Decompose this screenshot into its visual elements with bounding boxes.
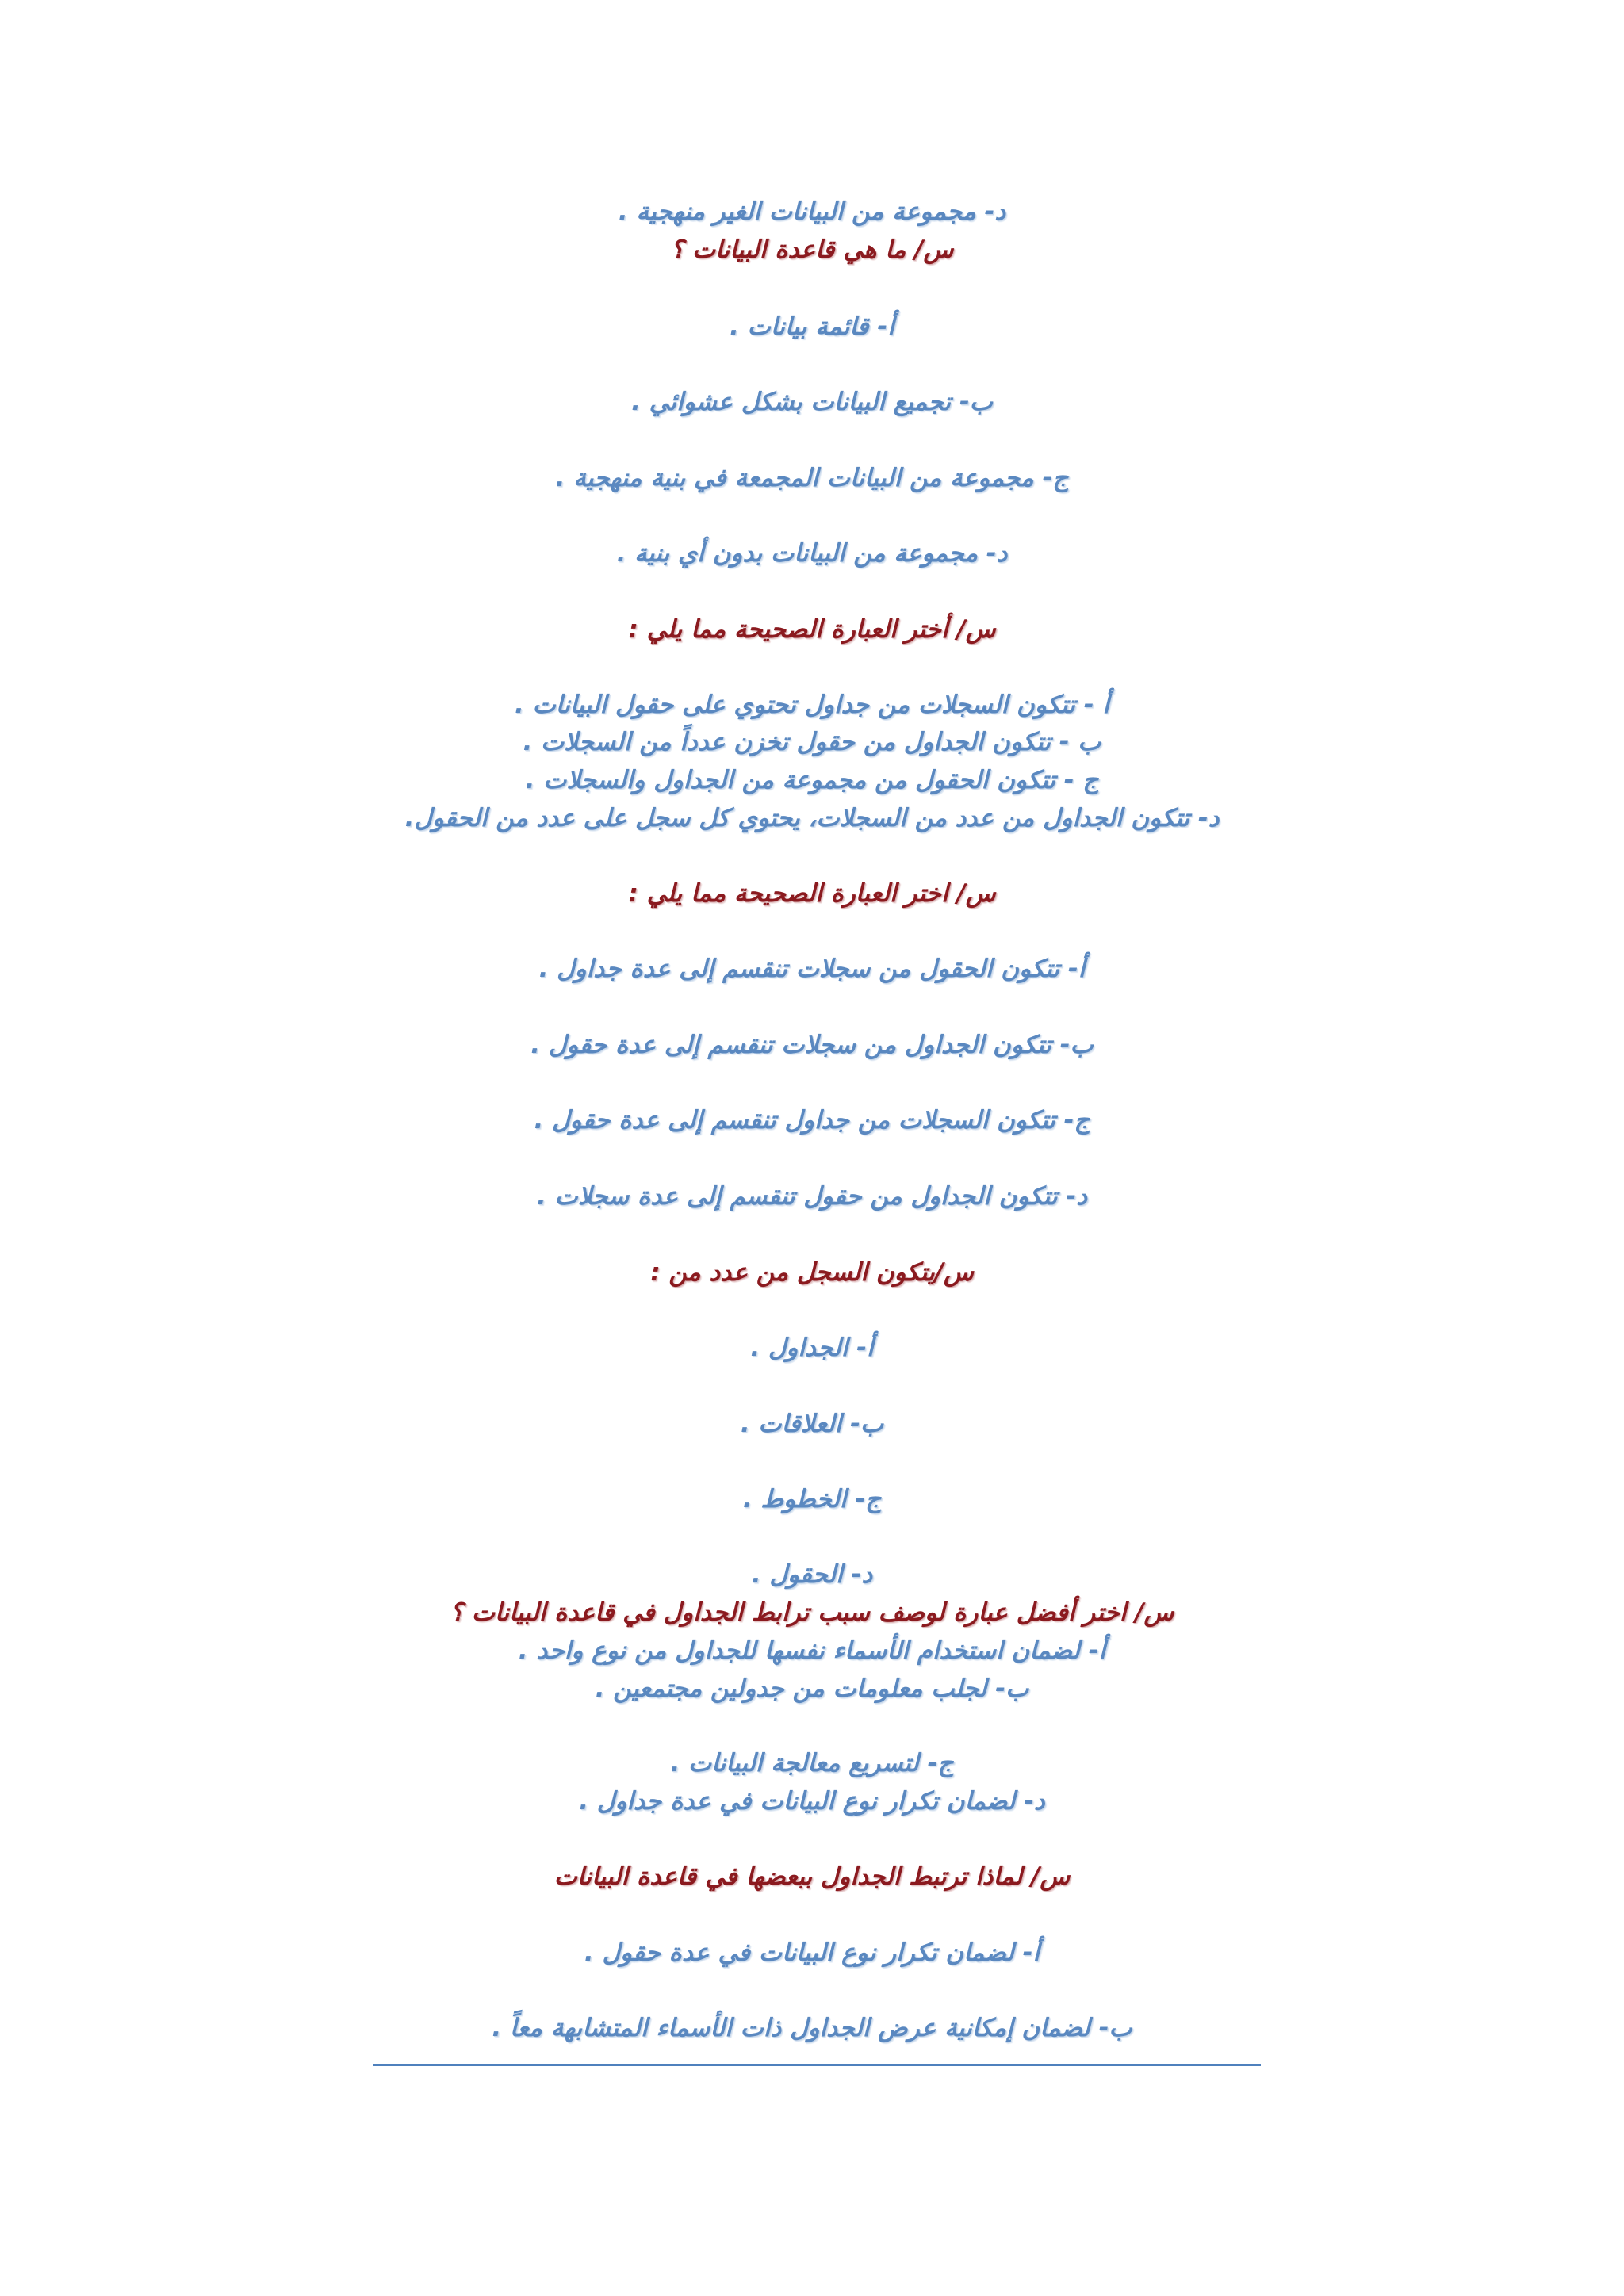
option-d-q0: د- مجموعة من البيانات الغير منهجية . xyxy=(618,197,1006,226)
option-b-q1: ب- تجميع البيانات بشكل عشوائي . xyxy=(631,388,993,416)
option-b-q6: ب- لضمان إمكانية عرض الجداول ذات الأسماء المتشابهة معاً . xyxy=(492,2014,1132,2042)
option-a-q3: أ- تتكون الحقول من سجلات تنقسم إلى عدة جداول . xyxy=(538,955,1086,983)
option-c-q3: ج- تتكون السجلات من جداول تنقسم إلى عدة حقول . xyxy=(534,1106,1090,1135)
option-b-q5: ب- لجلب معلومات من جدولين مجتمعين . xyxy=(595,1674,1029,1703)
option-a-q4: أ- الجداول . xyxy=(750,1334,874,1362)
option-d-q3: د- تتكون الجداول من حقول تنقسم إلى عدة سجلات . xyxy=(536,1182,1088,1211)
question-4: س/يتكون السجل من عدد من : xyxy=(650,1258,974,1287)
question-2: س/ أختر العبارة الصحيحة مما يلي : xyxy=(628,615,996,644)
option-a-q2: أ - تتكون السجلات من جداول تحتوي على حقول البيانات . xyxy=(515,691,1109,719)
option-d-q5: د- لضمان تكرار نوع البيانات في عدة جداول . xyxy=(579,1787,1045,1816)
option-d-q1: د- مجموعة من البيانات بدون أي بنية . xyxy=(616,539,1008,568)
option-d-q2: د- تتكون الجداول من عدد من السجلات، يحتوي كل سجل على عدد من الحقول. xyxy=(404,804,1220,832)
option-a-q1: أ- قائمة بيانات . xyxy=(730,312,894,341)
option-c-q1: ج- مجموعة من البيانات المجمعة في بنية منهجية . xyxy=(555,464,1069,492)
option-a-q6: أ- لضمان تكرار نوع البيانات في عدة حقول . xyxy=(584,1938,1040,1967)
option-c-q5: ج- لتسريع معالجة البيانات . xyxy=(670,1749,954,1777)
option-a-q5: أ- لضمان استخدام الأسماء نفسها للجداول من نوع واحد . xyxy=(518,1636,1106,1665)
option-c-q2: ج - تتكون الحقول من مجموعة من الجداول والسجلات . xyxy=(525,766,1099,794)
question-5: س/ اختر أفضل عبارة لوصف سبب ترابط الجداول في قاعدة البيانات ؟ xyxy=(450,1598,1174,1627)
option-b-q2: ب - تتكون الجداول من حقول تخزن عدداً من السجلات . xyxy=(523,728,1101,756)
horizontal-rule xyxy=(373,2064,1261,2066)
option-b-q4: ب- العلاقات . xyxy=(740,1410,884,1438)
option-c-q4: ج- الخطوط . xyxy=(742,1485,882,1513)
option-d-q4: د- الحقول . xyxy=(751,1560,873,1589)
question-1: س/ ما هي قاعدة البيانات ؟ xyxy=(670,235,954,264)
question-6: س/ لماذا ترتبط الجداول ببعضها في قاعدة البيانات xyxy=(553,1862,1071,1891)
question-3: س/ اختر العبارة الصحيحة مما يلي : xyxy=(628,879,996,908)
option-b-q3: ب- تتكون الجداول من سجلات تنقسم إلى عدة حقول . xyxy=(530,1031,1094,1059)
